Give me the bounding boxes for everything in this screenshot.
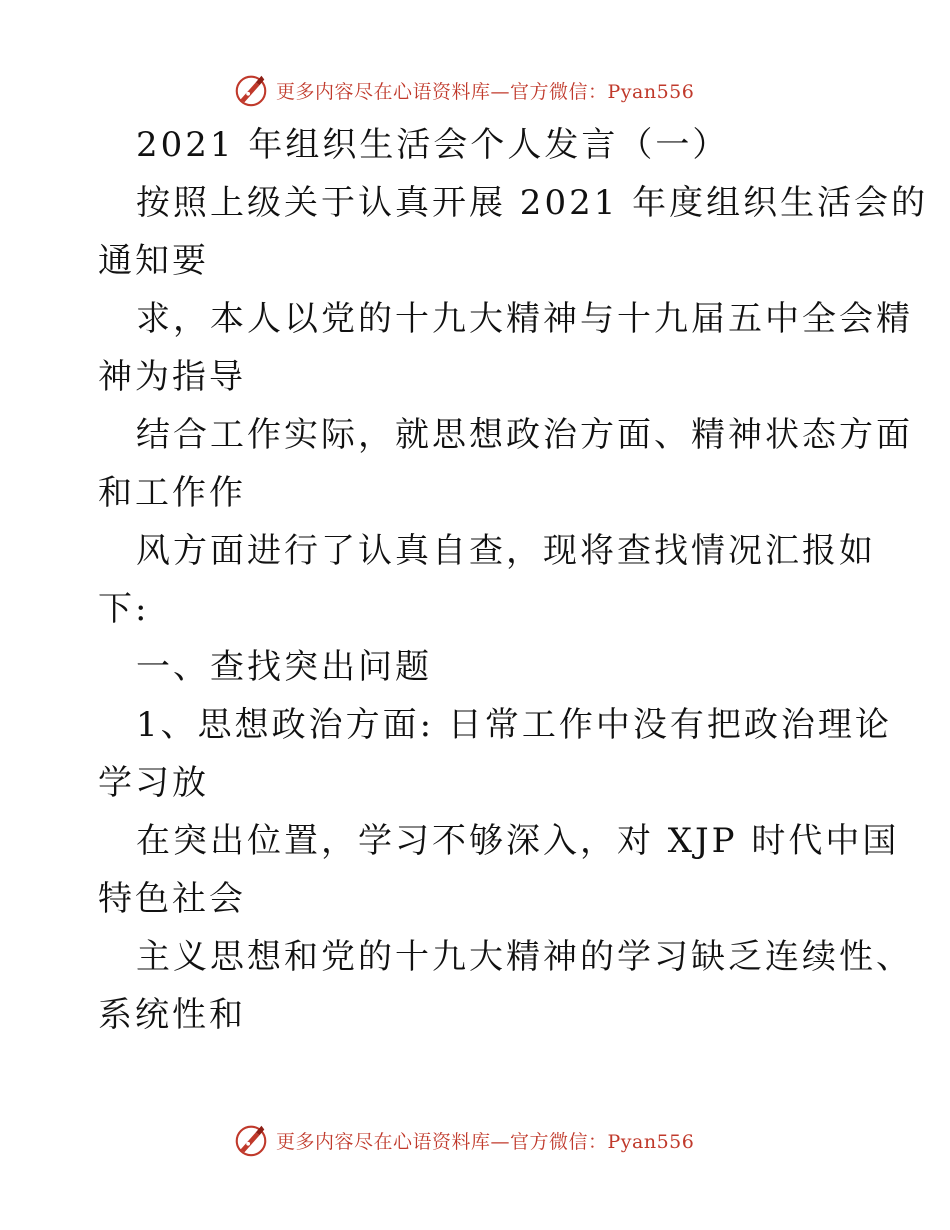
paragraph-line: 在突出位置，学习不够深入，对 XJP 时代中国: [136, 821, 900, 861]
paragraph-line: 按照上级关于认真开展 2021 年度组织生活会的: [136, 183, 929, 223]
paragraph-line: 下:: [98, 589, 150, 629]
watermark-text: 更多内容尽在心语资料库—官方微信：Pyan556: [276, 1130, 695, 1153]
paragraph-line: 求，本人以党的十九大精神与十九届五中全会精: [136, 299, 913, 339]
paragraph-line: 神为指导: [98, 357, 246, 397]
paragraph-line: 结合工作实际，就思想政治方面、精神状态方面: [136, 415, 913, 455]
paragraph-line: 特色社会: [98, 879, 246, 919]
pen-logo-icon: [232, 71, 270, 109]
pen-logo-icon: [232, 1121, 270, 1159]
paragraph-line: 通知要: [98, 241, 209, 281]
header-watermark: [232, 70, 694, 110]
paragraph-line: 和工作作: [98, 473, 246, 513]
watermark-text: 更多内容尽在心语资料库—官方微信：Pyan556: [276, 80, 695, 103]
paragraph-line: 主义思想和党的十九大精神的学习缺乏连续性、: [136, 937, 913, 977]
document-title: 2021 年组织生活会个人发言（一）: [136, 125, 730, 165]
paragraph-line: 学习放: [98, 763, 209, 803]
paragraph-line: 风方面进行了认真自查，现将查找情况汇报如: [136, 531, 876, 571]
paragraph-line: 系统性和: [98, 995, 246, 1035]
paragraph-line: 1、思想政治方面: 日常工作中没有把政治理论: [136, 705, 892, 745]
footer-watermark: [232, 1120, 694, 1160]
section-heading: 一、查找突出问题: [136, 647, 432, 687]
document-body: [98, 116, 929, 1044]
